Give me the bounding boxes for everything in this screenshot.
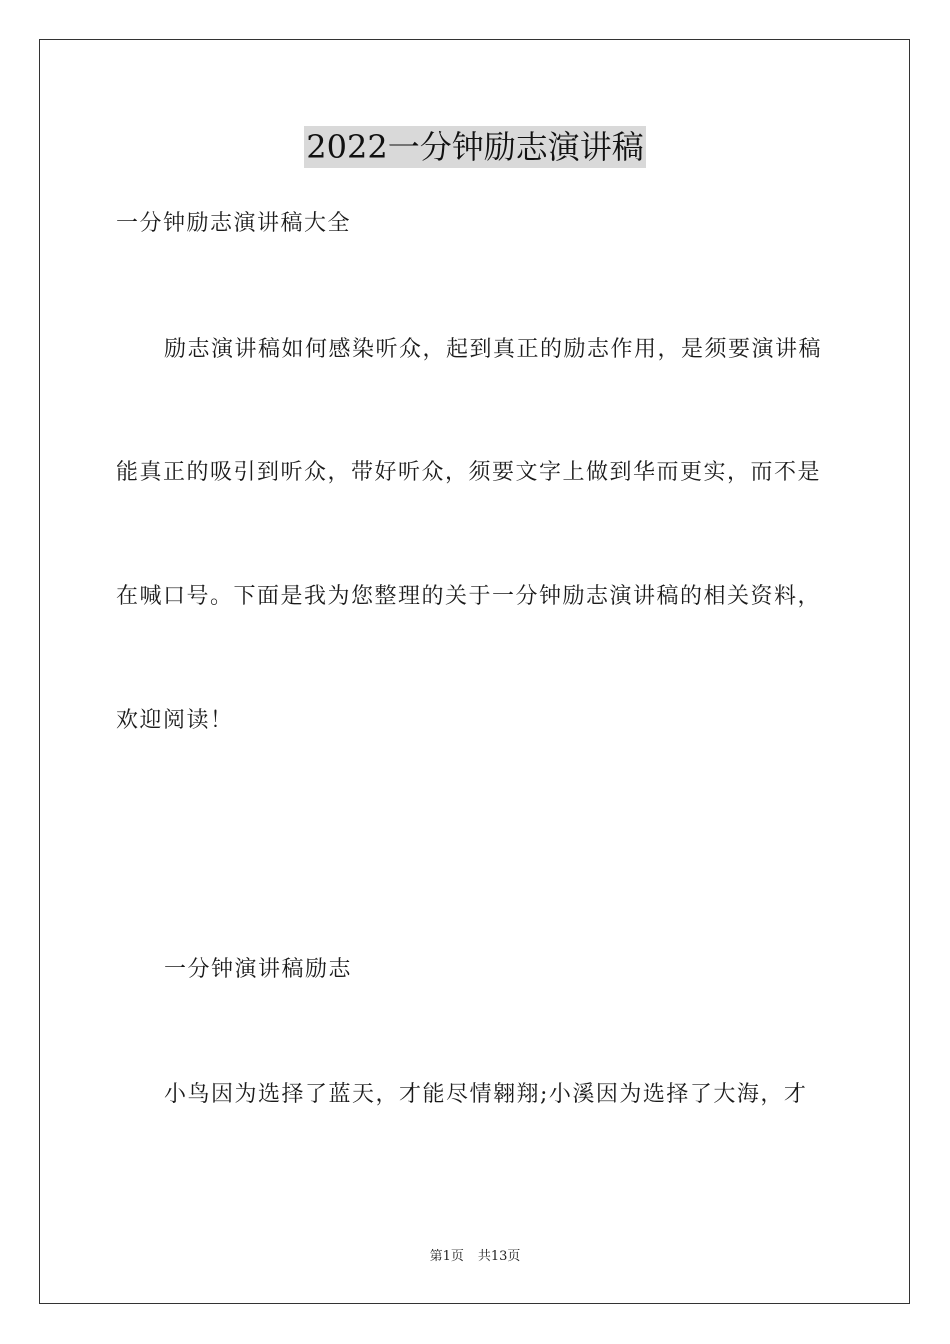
section-heading: 一分钟演讲稿励志 <box>164 957 353 982</box>
document-title: 2022一分钟励志演讲稿 <box>306 128 644 166</box>
paragraph-line: 励志演讲稿如何感染听众，起到真正的励志作用，是须要演讲稿 <box>164 337 823 362</box>
title-container <box>0 126 950 168</box>
paragraph-line: 欢迎阅读！ <box>116 708 234 733</box>
paragraph-line: 能真正的吸引到听众，带好听众，须要文字上做到华而更实，而不是 <box>116 460 822 485</box>
document-subtitle: 一分钟励志演讲稿大全 <box>116 211 352 236</box>
total-pages: 共13页 <box>477 1249 521 1264</box>
paragraph-line: 小鸟因为选择了蓝天，才能尽情翱翔;小溪因为选择了大海，才 <box>164 1082 808 1107</box>
paragraph-line: 在喊口号。下面是我为您整理的关于一分钟励志演讲稿的相关资料， <box>116 584 822 609</box>
page-number: 第1页 <box>429 1249 464 1264</box>
page-footer <box>0 1248 950 1266</box>
